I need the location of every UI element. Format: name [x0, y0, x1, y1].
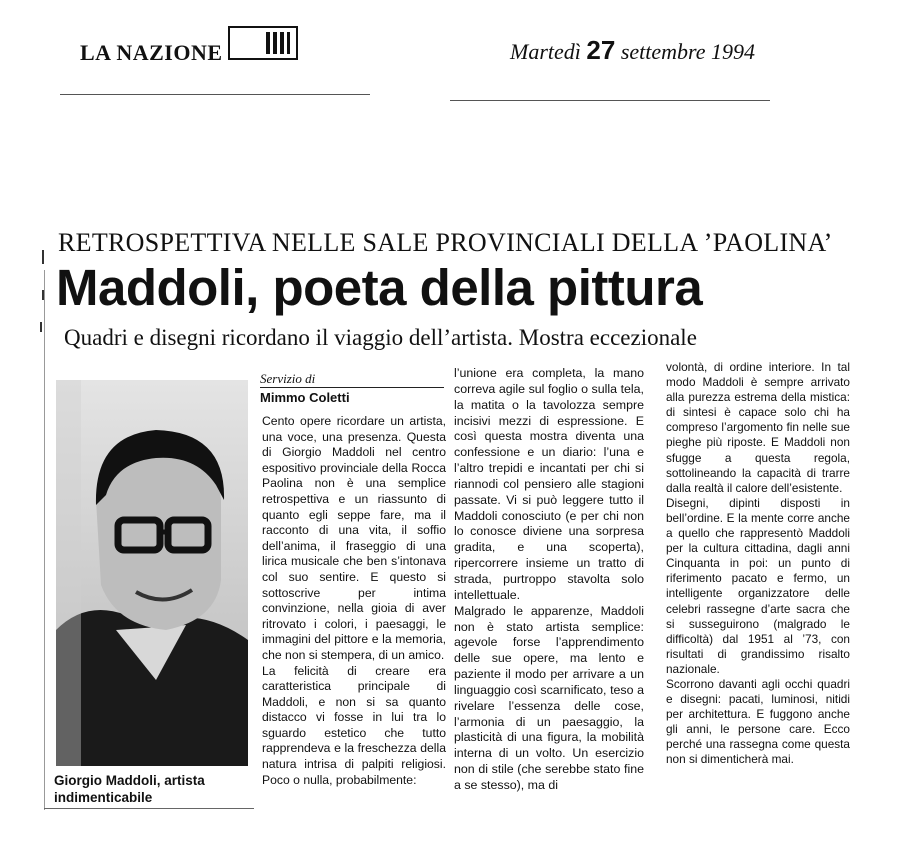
article-column-3: volontà, di ordine interiore. In tal modo Maddoli è sempre arrivato alla purezza estrema della mistica: di sintesi è capace solo chi ha compreso l’argomento fin nelle sue pieghe più riposte. E Maddoli non sfugge a questa regola, sottolineando la capacità di trarre dalla realtà il calore dell’esistente. Disegni, dipinti disposti in bell’ordine. E la mente corre anche a quello che rappresentò Maddoli per la cultura cittadina, dagli anni Cinquanta in poi: un punto di riferimento pacato e fermo, un intelligente organizzatore delle celebri rassegne d’arte sacra che si susseguirono (malgrado le difficoltà) dal 1951 al ’73, con risultati di grandissimo risalto nazionale. Scorrono davanti agli occhi quadri e disegni: pacati, luminosi, nitidi per architettura. E fuggono anche gli anni, le persone care. Ecco perché una rassegna come questa non si dimenticherà mai. [666, 360, 850, 767]
byline-intro: Servizio di [260, 371, 316, 386]
article-kicker: RETROSPETTIVA NELLE SALE PROVINCIALI DELLA ’PAOLINA’ [58, 228, 833, 257]
header-rule-right [450, 100, 770, 101]
byline-rule [260, 387, 444, 388]
date-day: 27 [586, 35, 616, 65]
date-month-year: settembre 1994 [620, 39, 756, 64]
article-column-2: l’unione era completa, la mano correva agile sul foglio o sulla tela, la matita o la tavolozza sempre incisivi mezzi di espressione. E così questa mostra diventa una confessione e un diario: l’una e l’altro trepidi e incantati per chi si riannodi col pensiero alle stagioni passate. Vi si può leggere tutto il Maddoli conosciuto (e per chi non lo conosce diviene una sorpresa gradita, e una scoperta), ripercorrere insieme un tratto di strada, purtroppo stavolta solo intellettuale. Malgrado le apparenze, Maddoli non è stato artista semplice: agevole forse l’apprendimento delle sue opere, ma lento e paziente il modo per arrivare a un linguaggio così scarnificato, teso a rivelare l’essenza delle cose, l’armonia di un paesaggio, la plasticità di una figura, la mobilità interna di un volto. Un esercizio non di stile (che serebbe stato fine a se stesso), ma di [454, 366, 644, 792]
article-subhead: Quadri e disegni ricordano il viaggio dell’artista. Mostra eccezionale [64, 325, 697, 350]
publication-date [510, 35, 755, 66]
page-marker-bars [266, 32, 290, 54]
byline-author: Mimmo Coletti [260, 390, 350, 405]
page-marker-box [228, 26, 298, 60]
artist-portrait-photo [56, 380, 248, 766]
bottom-rule [44, 808, 254, 809]
article-column-1: Cento opere ricordare un artista, una voce, una presenza. Questa di Giorgio Maddoli nel centro espositivo provinciale della Rocca Paolina non è una semplice retrospettiva e un riassunto di quanto egli seppe fare, ma il racconto di una vita, il soffio dell’anima, il fraseggio di una lirica musicale che ben s’intonava col suo sentire. E questo si sottoscrive per intima convinzione, nella gioia di aver ritrovato i colori, i paesaggi, le immagini del pittore e la memoria, che non si stempera, di un amico. La felicità di creare era caratteristica principale di Maddoli, e non si sa quanto distacco vi fosse in lui tra lo sguardo estetico che tutto rapprendeva e la freschezza della natura intrisa di palpiti religiosi. Poco o nulla, probabilmente: [262, 414, 446, 787]
margin-dash [40, 322, 42, 332]
newspaper-masthead: LA NAZIONE [80, 40, 223, 65]
left-margin-rule [44, 270, 45, 810]
photo-caption: Giorgio Maddoli, artista indimenticabile [54, 773, 205, 805]
header-rule-left [60, 94, 370, 95]
article-headline: Maddoli, poeta della pittura [56, 259, 703, 316]
margin-dash [42, 250, 44, 264]
date-weekday: Martedì [510, 39, 581, 64]
